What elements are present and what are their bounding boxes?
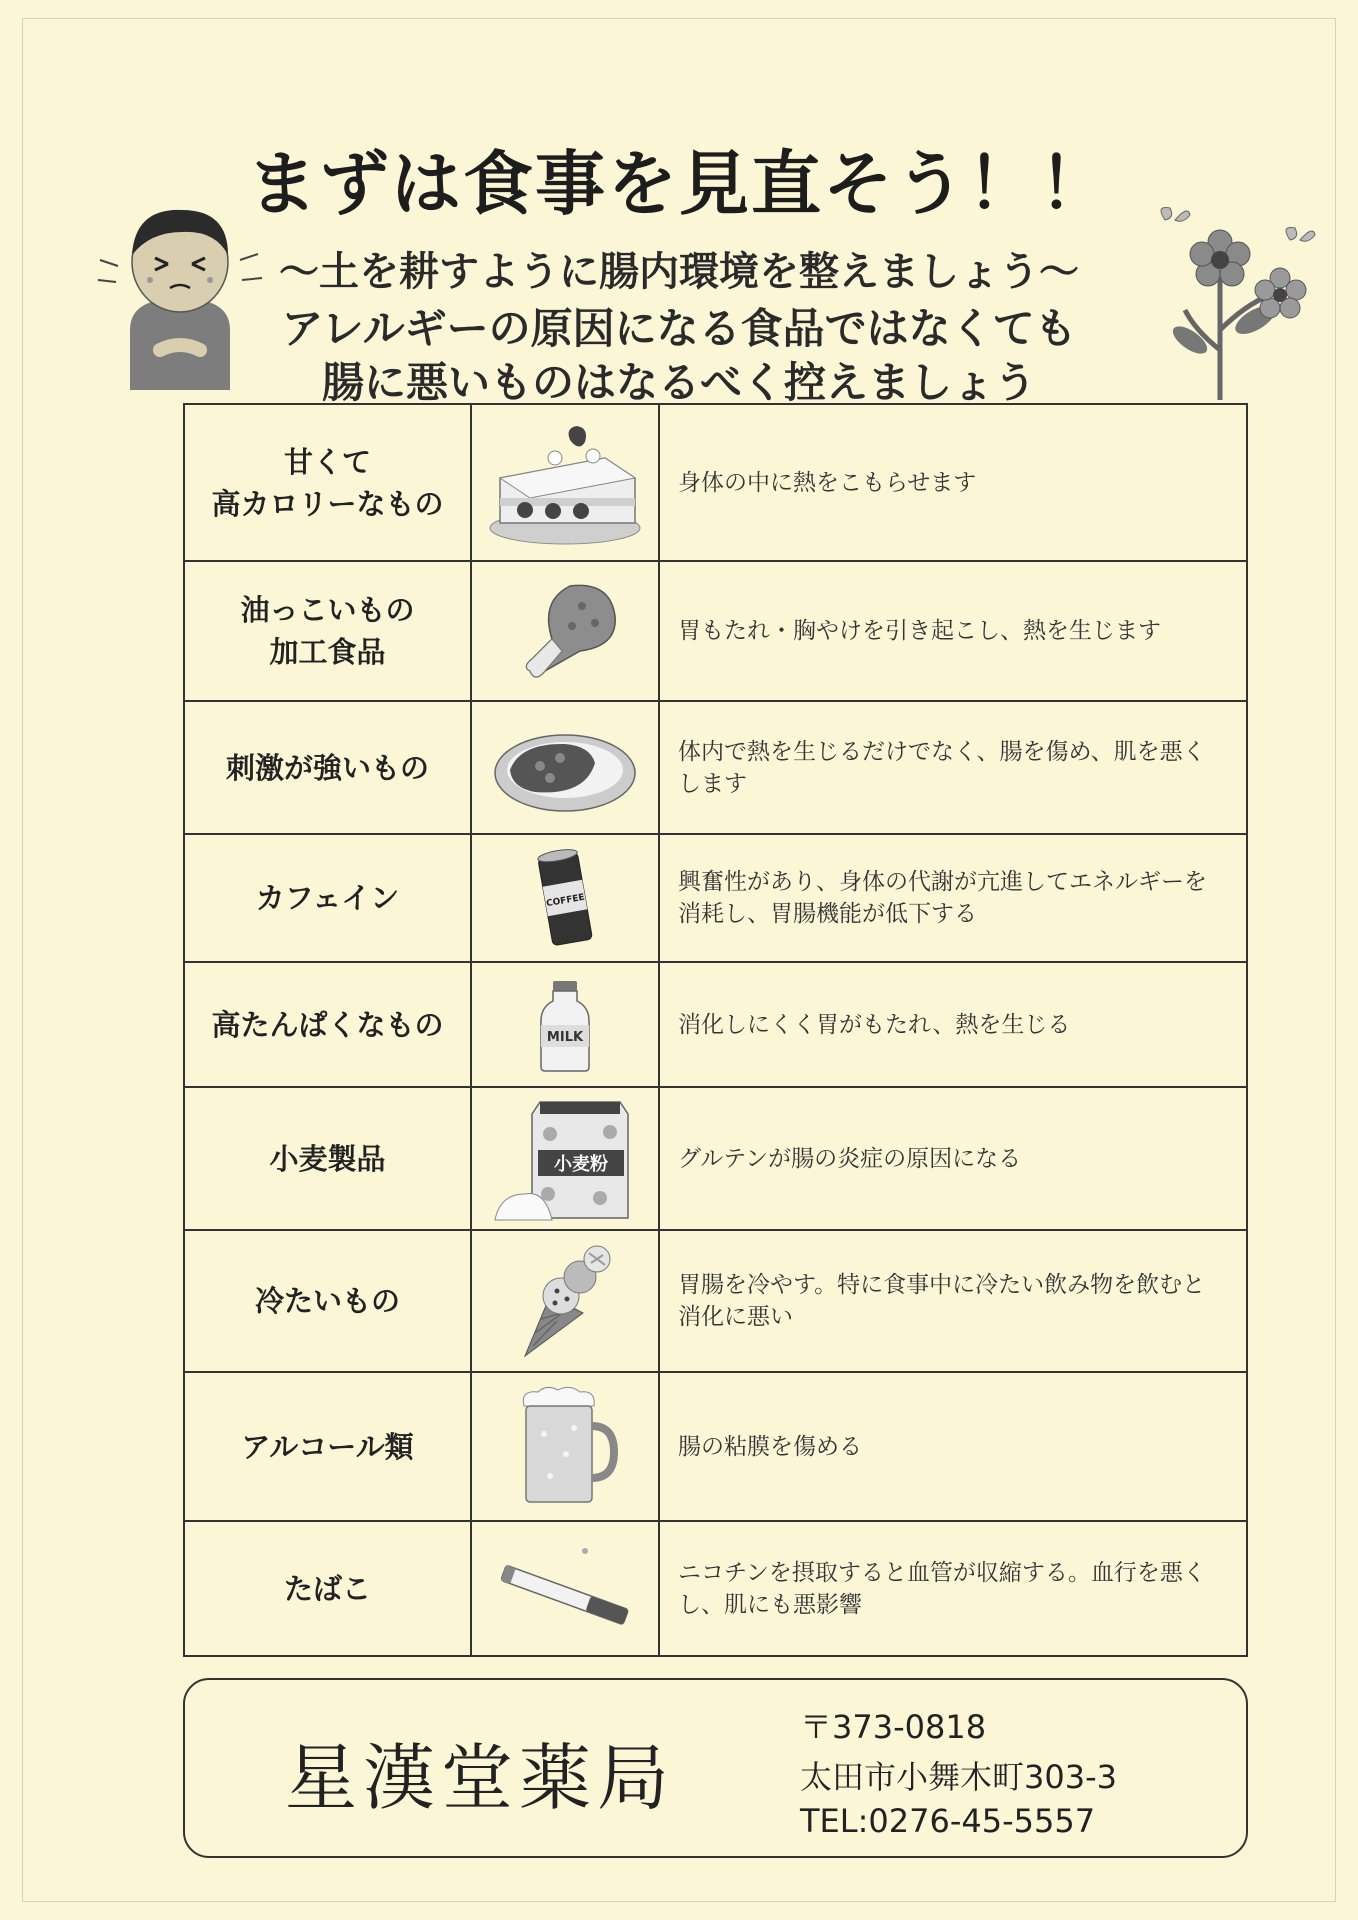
bottle-label: MILK xyxy=(546,1029,584,1045)
beer-mug-icon xyxy=(510,1384,620,1509)
category-label: 高たんぱくなもの xyxy=(211,1007,444,1042)
description-cell xyxy=(659,701,1247,834)
postal-code: 〒373-0818 xyxy=(800,1708,987,1746)
image-cell xyxy=(471,561,659,701)
description-text: 腸の粘膜を傷める xyxy=(678,1433,862,1460)
subtitle-3: 腸に悪いものはなるべく控えましょう xyxy=(321,358,1036,407)
description-text: 興奮性があり、身体の代謝が亢進してエネルギーを 消耗し、胃腸機能が低下する xyxy=(678,869,1207,927)
category-label: アルコール類 xyxy=(241,1429,414,1464)
table-row xyxy=(184,404,1247,561)
category-label: 小麦製品 xyxy=(269,1141,386,1176)
category-label: たばこ xyxy=(283,1571,371,1606)
category-cell xyxy=(184,404,471,561)
subtitle-1: 〜土を耕すように腸内環境を整えましょう〜 xyxy=(279,249,1079,295)
bag-label: 小麦粉 xyxy=(554,1153,608,1175)
category-cell xyxy=(184,962,471,1087)
description-text: 胃もたれ・胸やけを引き起こし、熱を生じます xyxy=(678,618,1161,644)
fried-chicken-icon xyxy=(500,571,630,691)
description-text: ニコチンを摂取すると血管が収縮する。血行を悪く し、肌にも悪影響 xyxy=(678,1559,1206,1618)
image-cell xyxy=(471,834,659,962)
curry-icon xyxy=(490,718,640,818)
category-cell xyxy=(184,701,471,834)
description-text: 体内で熱を生じるだけでなく、腸を傷め、肌を悪く します xyxy=(678,738,1206,797)
table-row xyxy=(184,1230,1247,1372)
category-cell xyxy=(184,834,471,962)
category-cell xyxy=(184,561,471,701)
description-cell xyxy=(659,1521,1247,1656)
table-row xyxy=(184,1087,1247,1230)
image-cell xyxy=(471,1230,659,1372)
description-text: 消化しにくく胃がもたれ、熱を生じる xyxy=(678,1011,1071,1038)
description-cell xyxy=(659,834,1247,962)
page-title: まずは食事を見直そう！！ xyxy=(247,143,1111,225)
subtitle-2: アレルギーの原因になる食品ではなくても xyxy=(281,304,1077,353)
table-row xyxy=(184,701,1247,834)
category-label: カフェイン xyxy=(255,881,400,915)
category-cell xyxy=(184,1372,471,1521)
description-text: 胃腸を冷やす。特に食事中に冷たい飲み物を飲むと 消化に悪い xyxy=(678,1272,1206,1330)
category-cell xyxy=(184,1230,471,1372)
image-cell xyxy=(471,962,659,1087)
category-cell xyxy=(184,1087,471,1230)
description-cell xyxy=(659,404,1247,561)
image-cell xyxy=(471,701,659,834)
image-cell xyxy=(471,1087,659,1230)
table-row xyxy=(184,561,1247,701)
table-row xyxy=(184,834,1247,962)
food-table xyxy=(183,403,1248,1657)
description-cell xyxy=(659,1230,1247,1372)
can-label: COFFEE xyxy=(545,892,586,910)
table-row xyxy=(184,1372,1247,1521)
flour-bag-icon xyxy=(490,1094,640,1224)
description-text: 身体の中に熱をこもらせます xyxy=(678,469,977,496)
category-label: 刺激が強いもの xyxy=(225,750,429,785)
category-label: 甘くて 高カロリーなもの xyxy=(211,444,444,521)
image-cell xyxy=(471,404,659,561)
table-row xyxy=(184,962,1247,1087)
milk-bottle-icon xyxy=(525,975,605,1075)
shop-phone: TEL:0276-45-5557 xyxy=(800,1802,1096,1840)
image-cell xyxy=(471,1372,659,1521)
image-cell xyxy=(471,1521,659,1656)
ice-cream-icon xyxy=(505,1241,625,1361)
shop-info-box xyxy=(183,1678,1248,1858)
description-cell xyxy=(659,962,1247,1087)
shop-name: 星漢堂薬局 xyxy=(285,1736,676,1820)
category-cell xyxy=(184,1521,471,1656)
cake-icon xyxy=(485,418,645,548)
shop-address: 太田市小舞木町303-3 xyxy=(800,1758,1117,1796)
category-label: 油っこいもの 加工食品 xyxy=(240,593,415,669)
table-row xyxy=(184,1521,1247,1656)
coffee-can-icon xyxy=(525,843,605,953)
description-text: グルテンが腸の炎症の原因になる xyxy=(678,1145,1022,1172)
description-cell xyxy=(659,1087,1247,1230)
description-cell xyxy=(659,1372,1247,1521)
cigarette-icon xyxy=(490,1539,640,1639)
category-label: 冷たいもの xyxy=(254,1284,400,1318)
description-cell xyxy=(659,561,1247,701)
